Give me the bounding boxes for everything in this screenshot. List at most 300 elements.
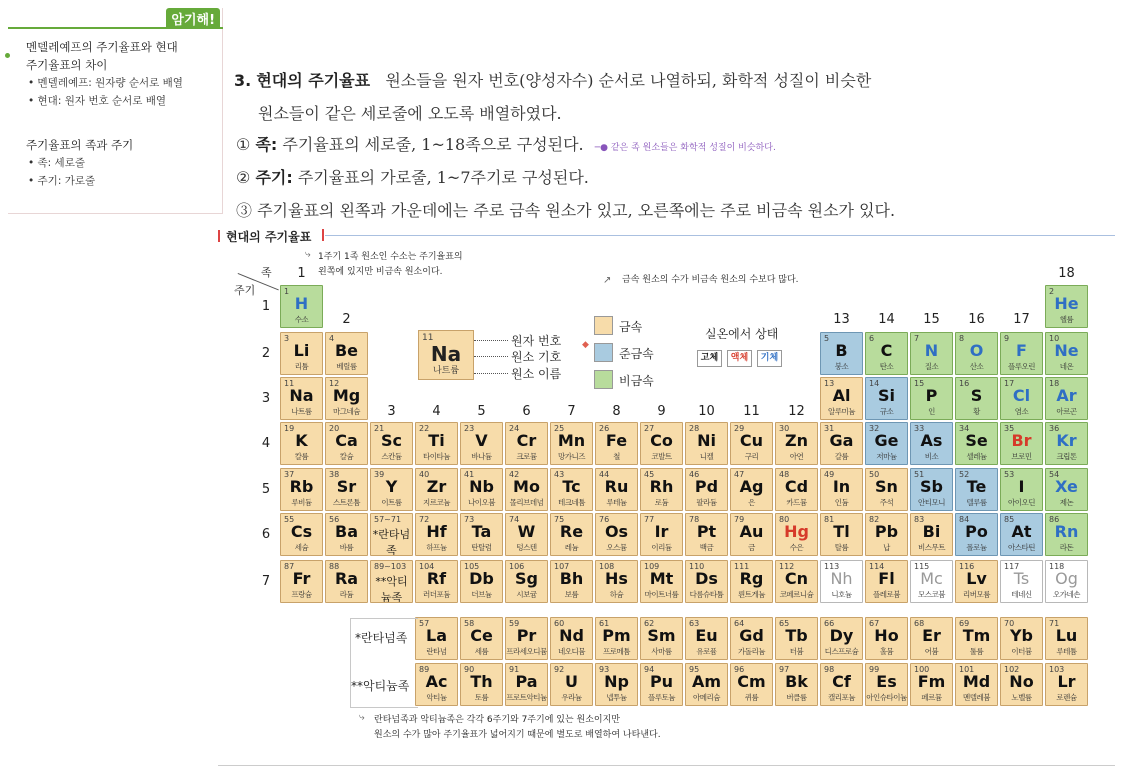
element-cell bbox=[910, 617, 953, 660]
element-cell bbox=[685, 617, 728, 660]
atomic-number: 3 bbox=[284, 334, 290, 343]
element-symbol: Ar bbox=[1056, 386, 1077, 405]
element-cell bbox=[325, 468, 368, 511]
element-cell bbox=[685, 663, 728, 706]
element-symbol: V bbox=[475, 431, 488, 450]
element-cell bbox=[1000, 332, 1043, 375]
element-cell bbox=[955, 663, 998, 706]
atomic-number: 17 bbox=[1004, 379, 1015, 388]
atomic-number: 30 bbox=[779, 424, 790, 433]
element-symbol: N bbox=[924, 341, 939, 360]
element-symbol: Be bbox=[334, 341, 359, 360]
element-symbol: S bbox=[970, 386, 983, 405]
element-name: 어븀 bbox=[924, 647, 939, 656]
element-cell bbox=[505, 422, 548, 465]
element-name: 더브늄 bbox=[471, 590, 492, 599]
annotation-hydrogen-line-2: 왼쪽에 있지만 비금속 원소이다. bbox=[318, 267, 443, 277]
element-cell bbox=[685, 422, 728, 465]
element-cell bbox=[1000, 513, 1043, 556]
atomic-number: 50 bbox=[869, 470, 880, 479]
element-symbol: Zn bbox=[785, 431, 808, 450]
element-symbol: Sr bbox=[336, 477, 357, 496]
element-symbol: La bbox=[426, 626, 447, 645]
annotation-hydrogen bbox=[318, 250, 463, 280]
element-name: 플루토늄 bbox=[648, 693, 675, 702]
atomic-number: 29 bbox=[734, 424, 745, 433]
caption-rule bbox=[325, 235, 1115, 236]
element-symbol: Ru bbox=[604, 477, 629, 496]
element-cell bbox=[280, 285, 323, 328]
atomic-number: 86 bbox=[1049, 515, 1060, 524]
element-symbol: Pm bbox=[602, 626, 631, 645]
atomic-number: 60 bbox=[554, 619, 565, 628]
section-title: 현대의 주기율표 bbox=[256, 71, 371, 90]
atomic-number: 41 bbox=[464, 470, 475, 479]
element-symbol: Y bbox=[385, 477, 398, 496]
element-symbol: Hg bbox=[784, 522, 809, 541]
legend-nonmetal-label: 비금속 bbox=[619, 374, 654, 388]
element-name: 사마륨 bbox=[651, 647, 672, 656]
atomic-number: 116 bbox=[959, 562, 975, 571]
element-cell bbox=[595, 468, 638, 511]
element-cell bbox=[1045, 422, 1088, 465]
element-cell bbox=[730, 663, 773, 706]
element-name: 오가네손 bbox=[1053, 590, 1080, 599]
element-symbol: At bbox=[1011, 522, 1032, 541]
element-symbol: Sc bbox=[380, 431, 402, 450]
element-name: 하슘 bbox=[609, 590, 624, 599]
element-name: 러더포듐 bbox=[423, 590, 450, 599]
element-cell bbox=[370, 468, 413, 511]
element-cell bbox=[1000, 617, 1043, 660]
sidebar-block-2-title: 주기율표의 족과 주기 bbox=[26, 138, 134, 152]
element-cell bbox=[415, 617, 458, 660]
element-symbol: Sg bbox=[515, 569, 538, 588]
axis-header bbox=[234, 264, 284, 300]
atomic-number: 115 bbox=[914, 562, 930, 571]
group-label: 1 bbox=[297, 266, 306, 281]
element-cell bbox=[415, 513, 458, 556]
element-cell bbox=[595, 560, 638, 603]
element-name: 수은 bbox=[789, 543, 804, 552]
element-symbol: Bi bbox=[922, 522, 941, 541]
state-title: 실온에서 상태 bbox=[705, 327, 779, 341]
element-name: 나이오븀 bbox=[468, 498, 495, 507]
element-symbol: Te bbox=[966, 477, 987, 496]
atomic-number: 79 bbox=[734, 515, 745, 524]
element-symbol: Np bbox=[604, 672, 629, 691]
atomic-number: 52 bbox=[959, 470, 970, 479]
atomic-number: 78 bbox=[689, 515, 700, 524]
atomic-number: 70 bbox=[1004, 619, 1015, 628]
element-name: 루비듐 bbox=[291, 498, 312, 507]
element-cell bbox=[955, 560, 998, 603]
bottom-rule bbox=[218, 765, 1115, 766]
element-name: 규소 bbox=[879, 407, 894, 416]
atomic-number: 65 bbox=[779, 619, 790, 628]
group-label: 11 bbox=[743, 404, 760, 419]
element-name: 페르뮴 bbox=[921, 693, 942, 702]
element-cell bbox=[595, 663, 638, 706]
element-cell bbox=[910, 663, 953, 706]
atomic-number: 16 bbox=[959, 379, 970, 388]
element-symbol: Hs bbox=[605, 569, 628, 588]
element-symbol: Db bbox=[469, 569, 494, 588]
atomic-number: 23 bbox=[464, 424, 475, 433]
element-symbol: Co bbox=[650, 431, 673, 450]
element-cell bbox=[955, 468, 998, 511]
atomic-number: 59 bbox=[509, 619, 520, 628]
element-cell bbox=[1045, 332, 1088, 375]
atomic-number: 13 bbox=[824, 379, 835, 388]
element-name: 유로퓸 bbox=[696, 647, 717, 656]
element-name: 셀레늄 bbox=[966, 452, 987, 461]
element-cell bbox=[1000, 377, 1043, 420]
element-symbol: Ag bbox=[739, 477, 764, 496]
element-cell bbox=[1045, 285, 1088, 328]
element-name: 이트륨 bbox=[381, 498, 402, 507]
table-caption: 현대의 주기율표 bbox=[218, 228, 311, 245]
element-symbol: Cu bbox=[739, 431, 764, 450]
atomic-number: 92 bbox=[554, 665, 565, 674]
atomic-number: 39 bbox=[374, 470, 385, 479]
element-name: 철 bbox=[613, 452, 620, 461]
item-1 bbox=[236, 132, 776, 155]
element-name: 아스타틴 bbox=[1008, 543, 1035, 552]
element-symbol: Fe bbox=[605, 431, 628, 450]
element-cell bbox=[910, 377, 953, 420]
element-symbol: Dy bbox=[829, 626, 854, 645]
atomic-number: 36 bbox=[1049, 424, 1060, 433]
element-cell bbox=[280, 422, 323, 465]
element-name: 비스무트 bbox=[918, 543, 945, 552]
atomic-number: 89 bbox=[419, 665, 430, 674]
axis-group-label: 족 bbox=[261, 266, 272, 279]
element-symbol: Cr bbox=[516, 431, 537, 450]
element-cell bbox=[865, 377, 908, 420]
atomic-number: 73 bbox=[464, 515, 475, 524]
key-atomic-number: 11 bbox=[422, 333, 434, 343]
group-label: 2 bbox=[342, 312, 351, 327]
element-name: 백금 bbox=[699, 543, 714, 552]
atomic-number: 74 bbox=[509, 515, 520, 524]
element-name: 프라세오디뮴 bbox=[506, 647, 547, 656]
atomic-number: 87 bbox=[284, 562, 295, 571]
item-1-term: 족: bbox=[255, 135, 278, 154]
group-label: 7 bbox=[567, 404, 576, 419]
element-cell bbox=[1000, 468, 1043, 511]
section-text-1: 원소들을 원자 번호(양성자수) 순서로 나열하되, 화학적 성질이 비슷한 bbox=[385, 71, 872, 90]
element-name: 퀴륨 bbox=[744, 693, 759, 702]
element-cell bbox=[415, 422, 458, 465]
element-cell bbox=[280, 560, 323, 603]
element-symbol: Pb bbox=[874, 522, 899, 541]
element-symbol: Pt bbox=[696, 522, 717, 541]
element-symbol: Sm bbox=[647, 626, 676, 645]
atomic-number: 34 bbox=[959, 424, 970, 433]
element-name: 폴로늄 bbox=[966, 543, 987, 552]
element-name: 탄탈럼 bbox=[471, 543, 492, 552]
element-cell bbox=[460, 468, 503, 511]
element-symbol: Cn bbox=[784, 569, 809, 588]
element-symbol: Md bbox=[962, 672, 991, 691]
key-name: 나트륨 bbox=[432, 366, 460, 376]
axis-period-label: 주기 bbox=[234, 284, 256, 297]
atomic-number: 103 bbox=[1049, 665, 1065, 674]
atomic-number: 88 bbox=[329, 562, 340, 571]
element-cell bbox=[550, 513, 593, 556]
element-cell bbox=[730, 468, 773, 511]
period-label: 7 bbox=[261, 574, 271, 589]
atomic-number: 80 bbox=[779, 515, 790, 524]
element-symbol: Am bbox=[691, 672, 722, 691]
element-cell bbox=[685, 468, 728, 511]
element-cell bbox=[1000, 560, 1043, 603]
atomic-number: 69 bbox=[959, 619, 970, 628]
element-cell bbox=[505, 513, 548, 556]
element-symbol: Re bbox=[559, 522, 584, 541]
element-name: 니호늄 bbox=[831, 590, 852, 599]
element-cell bbox=[865, 560, 908, 603]
atomic-number: 112 bbox=[779, 562, 795, 571]
element-cell bbox=[460, 663, 503, 706]
element-cell bbox=[325, 377, 368, 420]
element-name: 모스코븀 bbox=[918, 590, 945, 599]
element-name: 버클륨 bbox=[786, 693, 807, 702]
element-symbol: Mn bbox=[557, 431, 586, 450]
element-symbol: Ac bbox=[425, 672, 448, 691]
atomic-number: 55 bbox=[284, 515, 295, 524]
section-number: 3. bbox=[234, 71, 252, 90]
element-cell bbox=[775, 468, 818, 511]
element-name: 몰리브데넘 bbox=[509, 498, 544, 507]
element-name: 인 bbox=[928, 407, 935, 416]
element-name: 주석 bbox=[879, 498, 894, 507]
element-symbol: Br bbox=[1011, 431, 1032, 450]
element-symbol: Cf bbox=[832, 672, 851, 691]
atomic-number: 46 bbox=[689, 470, 700, 479]
annotation-arrow-icon: ↗ bbox=[603, 275, 612, 286]
element-name: 우라늄 bbox=[561, 693, 582, 702]
element-name: 바륨 bbox=[339, 543, 354, 552]
element-symbol: Tl bbox=[833, 522, 850, 541]
element-symbol: Fm bbox=[917, 672, 946, 691]
atomic-number: 118 bbox=[1049, 562, 1065, 571]
element-cell bbox=[640, 560, 683, 603]
element-symbol: Tc bbox=[562, 477, 581, 496]
element-name: 칼슘 bbox=[339, 452, 354, 461]
atomic-number: 75 bbox=[554, 515, 565, 524]
atomic-number: 105 bbox=[464, 562, 480, 571]
atomic-number: 111 bbox=[734, 562, 750, 571]
element-cell bbox=[910, 468, 953, 511]
atomic-number: 102 bbox=[1004, 665, 1020, 674]
element-name: 네오디뮴 bbox=[558, 647, 585, 656]
element-name: 악티늄 bbox=[426, 693, 447, 702]
atomic-number: 32 bbox=[869, 424, 880, 433]
item-2 bbox=[236, 165, 589, 188]
element-name: 프로트악티늄 bbox=[506, 693, 547, 702]
element-name: 은 bbox=[748, 498, 755, 507]
period-label: 2 bbox=[261, 346, 271, 361]
element-name: 수소 bbox=[294, 315, 309, 324]
period-label: 6 bbox=[261, 527, 271, 542]
element-name: 네온 bbox=[1059, 362, 1074, 371]
atomic-number: 89~103 bbox=[374, 562, 407, 571]
group-label: 8 bbox=[612, 404, 621, 419]
atomic-number: 109 bbox=[644, 562, 660, 571]
element-symbol: Og bbox=[1055, 569, 1078, 588]
element-name: 코페르니슘 bbox=[779, 590, 814, 599]
element-symbol: Nh bbox=[830, 569, 853, 588]
atomic-number: 40 bbox=[419, 470, 430, 479]
atomic-number: 28 bbox=[689, 424, 700, 433]
element-name: 알루미늄 bbox=[828, 407, 855, 416]
element-symbol: U bbox=[565, 672, 578, 691]
annotation-arrow-icon: ⤷ bbox=[305, 249, 311, 260]
element-cell bbox=[550, 468, 593, 511]
element-symbol: Lu bbox=[1055, 626, 1078, 645]
element-cell bbox=[820, 422, 863, 465]
group-label: 4 bbox=[432, 404, 441, 419]
sidebar-item: • 멘델레예프: 원자량 순서로 배열 bbox=[28, 77, 183, 89]
element-name: 노벨륨 bbox=[1011, 693, 1032, 702]
atomic-number: 10 bbox=[1049, 334, 1060, 343]
atomic-number: 82 bbox=[869, 515, 880, 524]
atomic-number: 67 bbox=[869, 619, 880, 628]
atomic-number: 113 bbox=[824, 562, 840, 571]
element-cell bbox=[460, 513, 503, 556]
element-symbol: Cl bbox=[1012, 386, 1031, 405]
element-cell bbox=[370, 422, 413, 465]
element-symbol: F bbox=[1016, 341, 1027, 360]
element-name: 라돈 bbox=[1059, 543, 1074, 552]
element-cell bbox=[550, 422, 593, 465]
atomic-number: 15 bbox=[914, 379, 925, 388]
element-cell bbox=[415, 468, 458, 511]
element-name: 라듐 bbox=[339, 590, 354, 599]
element-symbol: Mo bbox=[513, 477, 540, 496]
atomic-number: 1 bbox=[284, 287, 290, 296]
atomic-number: 25 bbox=[554, 424, 565, 433]
atomic-number: 71 bbox=[1049, 619, 1060, 628]
element-cell bbox=[325, 422, 368, 465]
element-symbol: Nd bbox=[559, 626, 584, 645]
legend-nonmetal-swatch bbox=[594, 370, 613, 389]
group-label: 12 bbox=[788, 404, 805, 419]
element-cell bbox=[820, 663, 863, 706]
element-cell bbox=[820, 513, 863, 556]
sidebar-item: • 현대: 원자 번호 순서로 배열 bbox=[28, 95, 166, 107]
element-name: 이터븀 bbox=[1011, 647, 1032, 656]
atomic-number: 101 bbox=[959, 665, 975, 674]
element-symbol: Ga bbox=[829, 431, 854, 450]
element-cell bbox=[730, 560, 773, 603]
period-label: 4 bbox=[261, 436, 271, 451]
element-cell bbox=[820, 377, 863, 420]
element-name: 넵투늄 bbox=[606, 693, 627, 702]
element-name: 질소 bbox=[924, 362, 939, 371]
element-cell bbox=[775, 513, 818, 556]
element-name: 아인슈타이늄 bbox=[866, 693, 907, 702]
element-cell bbox=[415, 663, 458, 706]
atomic-number: 5 bbox=[824, 334, 830, 343]
element-name: 루테늄 bbox=[606, 498, 627, 507]
atomic-number: 104 bbox=[419, 562, 435, 571]
element-name: 멘델레븀 bbox=[963, 693, 990, 702]
period-label: 1 bbox=[261, 299, 271, 314]
atomic-number: 12 bbox=[329, 379, 340, 388]
element-name: 바나듐 bbox=[471, 452, 492, 461]
key-label-symbol: 원소 기호 bbox=[511, 350, 562, 364]
atomic-number: 56 bbox=[329, 515, 340, 524]
element-cell-reference bbox=[370, 560, 413, 603]
atomic-number: 31 bbox=[824, 424, 835, 433]
element-cell bbox=[685, 560, 728, 603]
element-cell-reference bbox=[370, 513, 413, 556]
element-symbol: W bbox=[517, 522, 536, 541]
element-cell bbox=[910, 560, 953, 603]
atomic-number: 114 bbox=[869, 562, 885, 571]
element-name: 다름슈타튬 bbox=[689, 590, 724, 599]
atomic-number: 7 bbox=[914, 334, 920, 343]
element-name: 아메리슘 bbox=[693, 693, 720, 702]
element-name: 아이오딘 bbox=[1008, 498, 1035, 507]
element-cell bbox=[595, 422, 638, 465]
atomic-number: 81 bbox=[824, 515, 835, 524]
legend-metalloid-label: 준금속 bbox=[619, 347, 654, 361]
element-name: 아연 bbox=[789, 452, 804, 461]
element-name: 코발트 bbox=[651, 452, 672, 461]
element-symbol: Pr bbox=[516, 626, 537, 645]
atomic-number: 45 bbox=[644, 470, 655, 479]
element-name: 테네신 bbox=[1011, 590, 1032, 599]
sidebar-divider bbox=[8, 27, 223, 29]
element-symbol: Ds bbox=[695, 569, 718, 588]
element-cell bbox=[865, 513, 908, 556]
element-name: 구리 bbox=[744, 452, 759, 461]
atomic-number: 27 bbox=[644, 424, 655, 433]
element-name: 뢴트게늄 bbox=[738, 590, 765, 599]
element-name: 팔라듐 bbox=[696, 498, 717, 507]
atomic-number: 21 bbox=[374, 424, 385, 433]
element-symbol: Xe bbox=[1055, 477, 1078, 496]
element-cell bbox=[1045, 617, 1088, 660]
atomic-number: 44 bbox=[599, 470, 610, 479]
element-symbol: Ne bbox=[1054, 341, 1079, 360]
sidebar-item: • 주기: 가로줄 bbox=[28, 175, 96, 187]
element-symbol: He bbox=[1054, 294, 1079, 313]
key-symbol: Na bbox=[430, 342, 462, 366]
element-symbol: Mg bbox=[332, 386, 361, 405]
atomic-number: 54 bbox=[1049, 470, 1060, 479]
element-symbol: Pa bbox=[515, 672, 538, 691]
element-symbol: B bbox=[835, 341, 848, 360]
atomic-number: 4 bbox=[329, 334, 335, 343]
element-symbol: **악티늄족 bbox=[375, 575, 408, 603]
annotation-fblock-line-1: 란타넘족과 악티늄족은 각각 6주기와 7주기에 있는 원소이지만 bbox=[374, 715, 620, 725]
sidebar-block-1 bbox=[26, 38, 183, 110]
element-symbol: Ba bbox=[335, 522, 358, 541]
element-symbol: Al bbox=[832, 386, 851, 405]
element-name: 로렌슘 bbox=[1056, 693, 1077, 702]
element-cell bbox=[775, 422, 818, 465]
element-symbol: Si bbox=[877, 386, 895, 405]
atomic-number: 98 bbox=[824, 665, 835, 674]
sidebar-block-1-title-1: 멘델레예프의 주기율표와 현대 bbox=[26, 40, 178, 54]
element-cell bbox=[550, 663, 593, 706]
item-3: ③ 주기율표의 왼쪽과 가운데에는 주로 금속 원소가 있고, 오른쪽에는 주로 비금속 원소가 있다. bbox=[236, 201, 896, 220]
